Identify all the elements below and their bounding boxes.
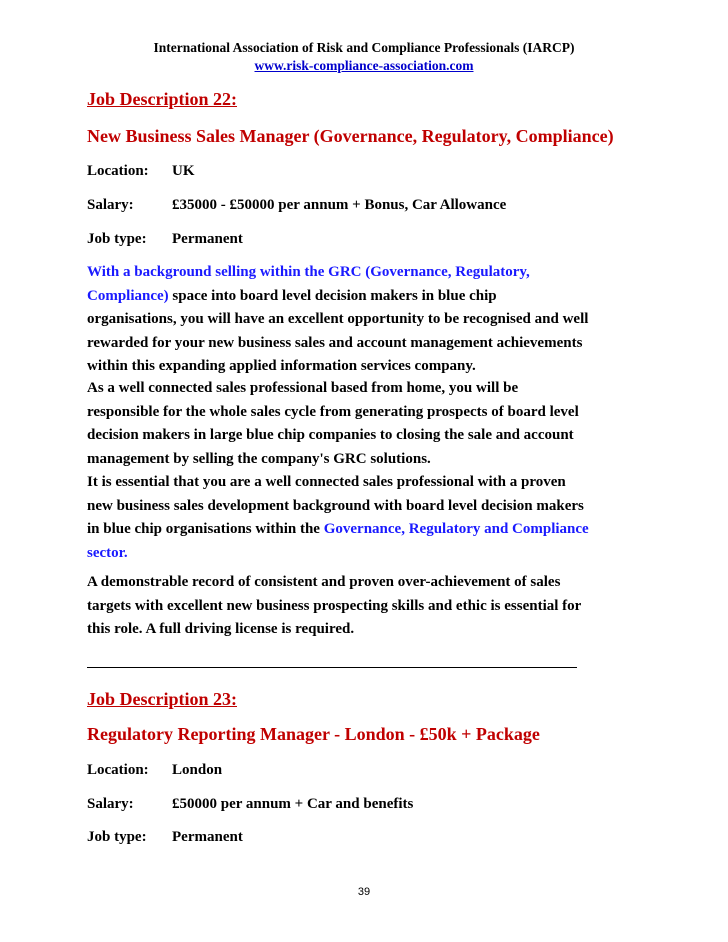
job22-p2-line3: decision makers in large blue chip companies to closing the sale and account xyxy=(87,427,574,443)
job22-jobtype-label: Job type: xyxy=(87,231,147,247)
job22-paragraph-3 xyxy=(87,471,647,565)
job23-title: Regulatory Reporting Manager - London - £50k + Package xyxy=(87,724,540,744)
job22-paragraph-2 xyxy=(87,377,647,471)
job22-p3-line4: sector. xyxy=(87,544,128,561)
job22-paragraph-1 xyxy=(87,261,647,379)
job23-jobtype-value: Permanent xyxy=(172,829,243,845)
job22-p1-line1: With a background selling within the GRC (Governance, Regulatory, xyxy=(87,264,530,280)
job22-p3-line3-start: in blue chip organisations within the xyxy=(87,521,324,537)
job22-salary-value: £35000 - £50000 per annum + Bonus, Car Allowance xyxy=(172,197,507,213)
job23-location-label: Location: xyxy=(87,762,149,778)
job22-p4-line1: A demonstrable record of consistent and proven over-achievement of sales xyxy=(87,574,561,590)
job23-salary-label: Salary: xyxy=(87,796,134,812)
job22-p4-line2: targets with excellent new business prospecting skills and ethic is essential for xyxy=(87,597,582,614)
job22-heading: Job Description 22: xyxy=(87,89,237,109)
job22-p1-line2 xyxy=(87,285,647,309)
job22-p1-line2-rest: space into board level decision makers in blue chip xyxy=(168,287,497,304)
job23-jobtype-label: Job type: xyxy=(87,829,147,845)
job22-salary-label: Salary: xyxy=(87,197,134,213)
job22-p3-line1: It is essential that you are a well connected sales professional with a proven xyxy=(87,474,566,490)
job22-p4-line3: this role. A full driving license is required. xyxy=(87,621,355,637)
section-divider xyxy=(87,667,577,668)
job22-p3-line3-blue: Governance, Regulatory and Compliance xyxy=(323,521,589,537)
job22-location-value: UK xyxy=(172,163,195,179)
job22-p2-line2: responsible for the whole sales cycle from generating prospects of board level xyxy=(87,403,579,420)
job23-location-value: London xyxy=(172,762,223,778)
job22-p1-line5: within this expanding applied information services company. xyxy=(87,358,476,374)
job22-location-label: Location: xyxy=(87,163,149,179)
header-org-name: International Association of Risk and Compliance Professionals (IARCP) xyxy=(153,40,575,55)
job22-p1-line2-blue: Compliance) xyxy=(87,287,169,304)
job22-paragraph-4 xyxy=(87,571,647,642)
job22-p2-line4: management by selling the company's GRC solutions. xyxy=(87,450,431,467)
job22-p1-line4: rewarded for your new business sales and account management achievements xyxy=(87,334,583,351)
job22-p1-line3: organisations, you will have an excellent opportunity to be recognised and well xyxy=(87,311,589,327)
job23-heading: Job Description 23: xyxy=(87,689,237,709)
job22-p3-line2: new business sales development background with board level decision makers xyxy=(87,497,584,514)
job22-title: New Business Sales Manager (Governance, Regulatory, Compliance) xyxy=(87,126,614,146)
header-website-link[interactable]: www.risk-compliance-association.com xyxy=(254,58,474,73)
job22-jobtype-value: Permanent xyxy=(172,231,243,247)
page-number: 39 xyxy=(357,886,371,898)
job22-p3-line3 xyxy=(87,518,647,542)
job23-salary-value: £50000 per annum + Car and benefits xyxy=(172,796,414,812)
job22-p2-line1: As a well connected sales professional based from home, you will be xyxy=(87,380,519,396)
